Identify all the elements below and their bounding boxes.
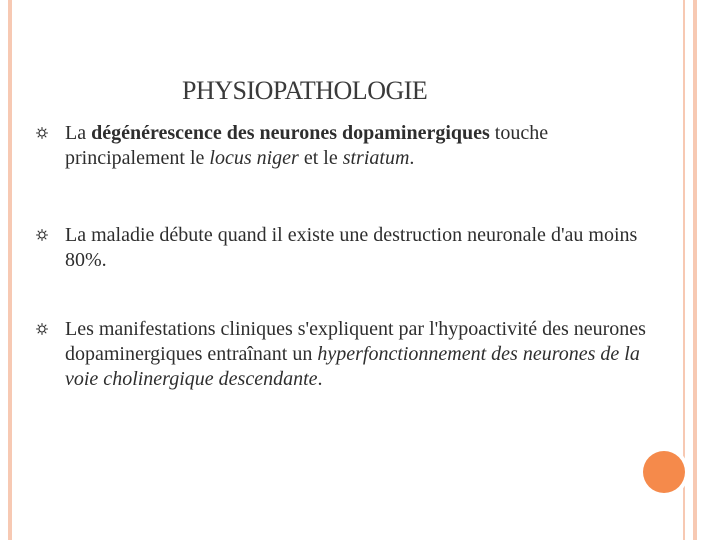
bullet-text-part: Les manifestations cliniques s'expliquent par l'hypoactivité des neurones dopaminergiques entraînant un bbox=[65, 318, 646, 365]
bullet-item-2 bbox=[36, 223, 656, 273]
hollow-sun-icon bbox=[36, 323, 48, 335]
bullet-text bbox=[65, 121, 656, 171]
hollow-sun-icon bbox=[36, 127, 48, 139]
bullet-text-part: La bbox=[65, 122, 92, 144]
bullet-text-italic: hyperfonctionnement des neurones de la voie cholinergique descendante bbox=[65, 343, 640, 390]
orange-circle-icon bbox=[643, 451, 685, 493]
bullet-text-part: . bbox=[317, 368, 323, 390]
slide-title: PHYSIOPATHOLOGIE bbox=[182, 76, 428, 105]
frame-left-border bbox=[8, 0, 12, 540]
bullet-item-3 bbox=[36, 317, 656, 392]
bullet-text-part: et le bbox=[298, 147, 343, 169]
bullet-text-bold: dégénérescence des neurones dopaminergiques bbox=[91, 122, 490, 144]
bullet-text-italic: locus niger bbox=[209, 147, 299, 169]
bullet-text-part: touche principalement le bbox=[65, 122, 549, 169]
bullet-text-italic: striatum bbox=[342, 147, 410, 169]
bullet-text: La maladie débute quand il existe une destruction neuronale d'au moins 80%. bbox=[65, 224, 638, 271]
bullet-text bbox=[65, 317, 656, 392]
hollow-sun-icon bbox=[36, 229, 48, 241]
bullet-item-1 bbox=[36, 121, 656, 171]
bullet-text-part: . bbox=[409, 147, 415, 169]
frame-right-border-inner bbox=[693, 0, 697, 540]
